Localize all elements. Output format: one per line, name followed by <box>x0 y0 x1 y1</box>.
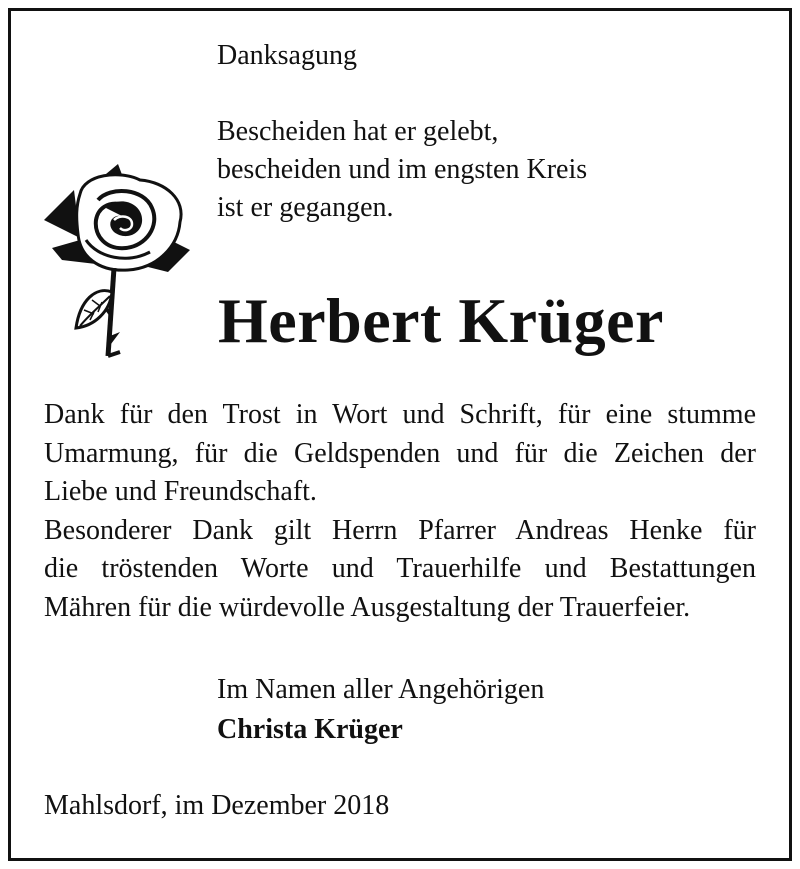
signature-intro: Im Namen aller Angehörigen <box>217 674 545 705</box>
notice-heading: Danksagung <box>217 40 357 71</box>
thanks-text <box>44 396 756 627</box>
verse-line: ist er gegangen. <box>217 192 394 223</box>
rose-icon <box>40 160 196 360</box>
deceased-name: Herbert Krüger <box>218 285 664 356</box>
verse-line: Bescheiden hat er gelebt, <box>217 116 499 147</box>
verse <box>217 113 587 227</box>
thanks-line: Liebe und Freundschaft. <box>44 476 317 507</box>
thanks-line: Mähren für die würdevolle Ausgestaltung der Trauerfeier. <box>44 591 691 623</box>
signature-block <box>217 670 544 750</box>
signature-name: Christa Krüger <box>217 714 403 745</box>
thanks-line: Besonderer Dank gilt Herrn Pfarrer Andreas Henke für <box>44 514 756 546</box>
thanks-line: Dank für den Trost in Wort und Schrift, für eine stumme <box>44 399 756 430</box>
thanks-line: Umarmung, für die Geldspenden und für die Zeichen der <box>44 437 756 469</box>
verse-line: bescheiden und im engsten Kreis <box>217 154 588 185</box>
thanks-line: die tröstenden Worte und Trauerhilfe und Bestattungen <box>44 553 756 584</box>
place-date: Mahlsdorf, im Dezember 2018 <box>44 790 390 821</box>
